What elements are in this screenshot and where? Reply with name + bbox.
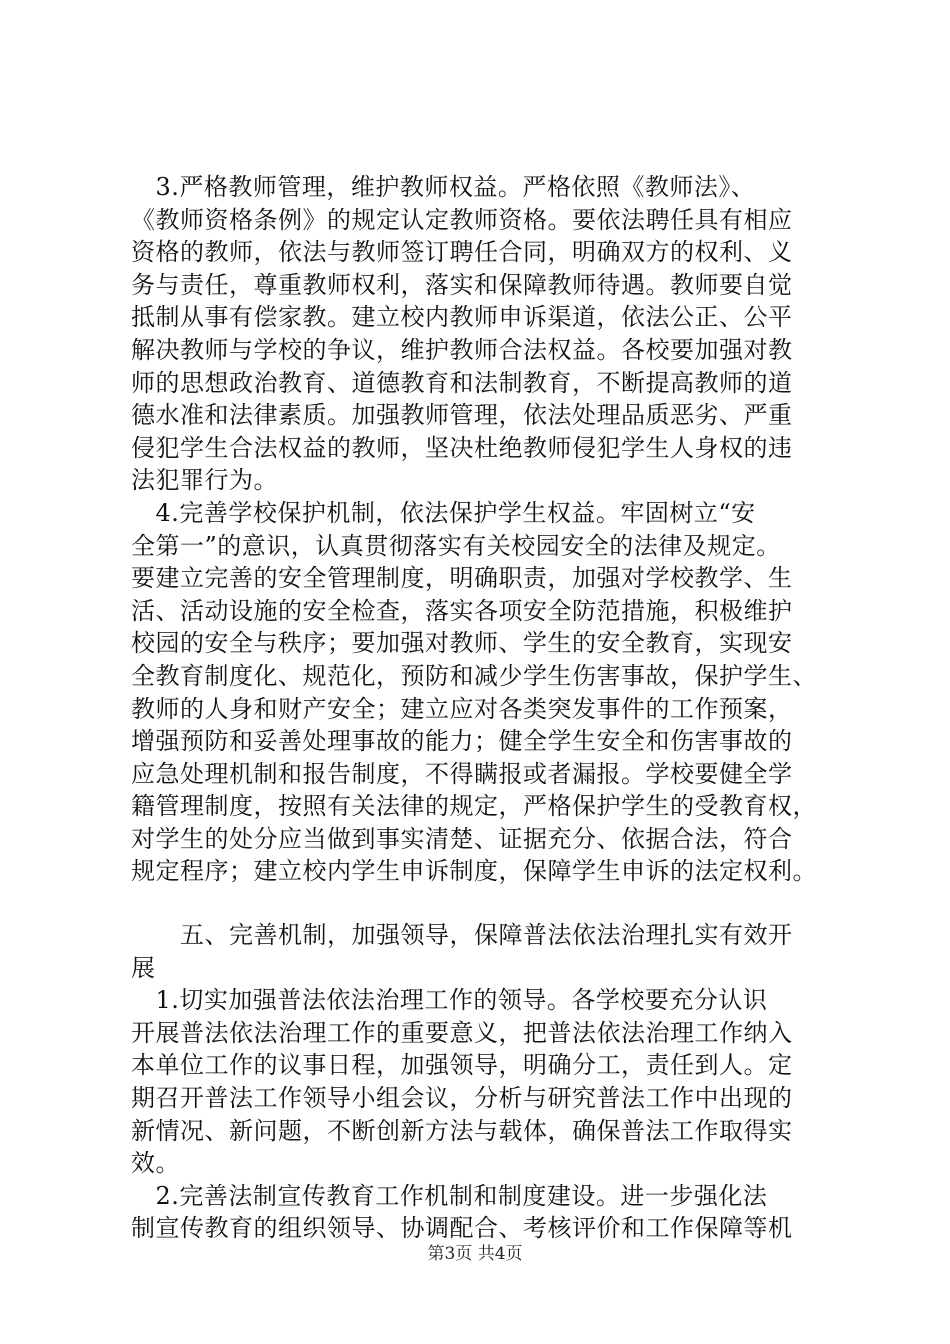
text-line: 期召开普法工作领导小组会议，分析与研究普法工作中出现的 — [131, 1084, 793, 1113]
text-line: 《教师资格条例》的规定认定教师资格。要依法聘任具有相应 — [131, 205, 793, 234]
text-line: 效。 — [131, 1149, 180, 1178]
text-line: 德水准和法律素质。加强教师管理，依法处理品质恶劣、严重 — [131, 401, 793, 430]
text-line: 全教育制度化、规范化，预防和减少学生伤害事故，保护学生、 — [131, 661, 817, 690]
text-line: 务与责任，尊重教师权利，落实和保障教师待遇。教师要自觉 — [131, 270, 793, 299]
text-line: 解决教师与学校的争议，维护教师合法权益。各校要加强对教 — [131, 335, 793, 364]
text-line: 法犯罪行为。 — [131, 466, 278, 495]
text-line: 3.严格教师管理，维护教师权益。严格依照《教师法》、 — [131, 173, 756, 201]
text-line: 活、活动设施的安全检查，落实各项安全防范措施，积极维护 — [131, 596, 793, 625]
paragraph-gap — [131, 888, 847, 919]
text-line: 教师的人身和财产安全；建立应对各类突发事件的工作预案， — [131, 694, 793, 723]
text-line: 校园的安全与秩序；要加强对教师、学生的安全教育，实现安 — [131, 629, 793, 658]
text-line: 1.切实加强普法依法治理工作的领导。各学校要充分认识 — [131, 986, 768, 1015]
page-number: 第3页 共4页 — [427, 1244, 523, 1264]
text-line: 2.完善法制宣传教育工作机制和制度建设。进一步强化法 — [131, 1181, 768, 1210]
text-line: 新情况、新问题，不断创新方法与载体，确保普法工作取得实 — [131, 1116, 793, 1145]
text-line: 要建立完善的安全管理制度，明确职责，加强对学校教学、生 — [131, 564, 793, 593]
section-block-1 — [131, 171, 847, 888]
section-heading: 五、完善机制，加强领导，保障普法依法治理扎实有效开 — [131, 921, 793, 950]
text-line: 规定程序；建立校内学生申诉制度，保障学生申诉的法定权利。 — [131, 857, 817, 886]
text-line: 籍管理制度，按照有关法律的规定，严格保护学生的受教育权， — [131, 792, 817, 821]
text-line: 制宣传教育的组织领导、协调配合、考核评价和工作保障等机 — [131, 1214, 793, 1243]
page-footer — [0, 1243, 950, 1265]
text-line: 应急处理机制和报告制度，不得瞒报或者漏报。学校要健全学 — [131, 759, 793, 788]
section-heading: 展 — [131, 953, 156, 982]
text-line: 全第一”的意识，认真贯彻落实有关校园安全的法律及规定。 — [131, 531, 781, 560]
text-line: 资格的教师，依法与教师签订聘任合同，明确双方的权利、义 — [131, 238, 793, 267]
text-line: 本单位工作的议事日程，加强领导，明确分工，责任到人。定 — [131, 1051, 793, 1080]
text-line: 侵犯学生合法权益的教师，坚决杜绝教师侵犯学生人身权的违 — [131, 433, 793, 462]
text-line: 4.完善学校保护机制，依法保护学生权益。牢固树立“安 — [131, 498, 756, 527]
text-line: 开展普法依法治理工作的重要意义，把普法依法治理工作纳入 — [131, 1018, 793, 1047]
text-line: 增强预防和妥善处理事故的能力；健全学生安全和伤害事故的 — [131, 727, 793, 756]
text-line: 师的思想政治教育、道德教育和法制教育，不断提高教师的道 — [131, 368, 793, 397]
text-line: 对学生的处分应当做到事实清楚、证据充分、依据合法，符合 — [131, 824, 793, 853]
document-body — [131, 171, 847, 1245]
text-line: 抵制从事有偿家教。建立校内教师申诉渠道，依法公正、公平 — [131, 303, 793, 332]
section-block-2 — [131, 919, 847, 1245]
